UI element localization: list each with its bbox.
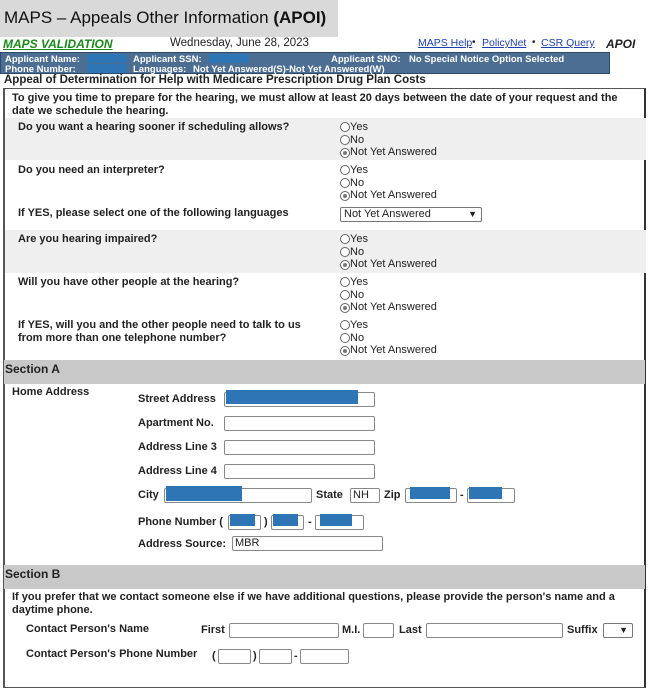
radio-not-yet-answered[interactable]: Not Yet Answered bbox=[340, 301, 437, 314]
state-label: State bbox=[316, 489, 343, 501]
language-select[interactable]: Not Yet Answered ▼ bbox=[340, 207, 482, 222]
radio-not-yet-answered[interactable]: Not Yet Answered bbox=[340, 344, 437, 357]
paren-close: ) bbox=[253, 650, 257, 662]
question-interpreter: Do you need an interpreter? bbox=[18, 164, 165, 176]
phone-number-label: Phone Number: bbox=[5, 64, 76, 75]
applicant-sno-value: No Special Notice Option Selected bbox=[409, 54, 565, 65]
applicant-name-label: Applicant Name: bbox=[5, 54, 80, 65]
contact-prefix-input[interactable] bbox=[259, 649, 292, 664]
phone-prefix-input[interactable] bbox=[271, 515, 304, 530]
screen-code: APOI bbox=[606, 37, 636, 51]
radio-not-yet-answered[interactable]: Not Yet Answered bbox=[340, 146, 437, 159]
area-code-input[interactable] bbox=[228, 515, 261, 530]
zip-dash: - bbox=[460, 489, 464, 501]
radio-no[interactable]: No bbox=[340, 246, 437, 259]
last-label: Last bbox=[399, 624, 422, 636]
suffix-label: Suffix bbox=[567, 624, 598, 636]
street-address-input[interactable] bbox=[224, 392, 375, 407]
apartment-label: Apartment No. bbox=[138, 417, 214, 429]
question-multiple-phones: If YES, will you and the other people need to talk to us from more than one telephone number? bbox=[18, 319, 301, 344]
header-bar bbox=[0, 37, 648, 52]
languages-label: Languages: bbox=[133, 64, 187, 75]
radio-yes[interactable]: Yes bbox=[340, 233, 437, 246]
radio-no[interactable]: No bbox=[340, 134, 437, 147]
paren-close: ) bbox=[264, 516, 268, 528]
radio-group-hearing-sooner bbox=[340, 121, 437, 159]
radio-group-multiple-phones bbox=[340, 319, 437, 357]
city-label: City bbox=[138, 489, 159, 501]
intro-text: To give you time to prepare for the hearing, we must allow at least 20 days between the date of your request and the date we schedule the hearing. bbox=[12, 92, 618, 117]
question-language: If YES, please select one of the following languages bbox=[18, 207, 289, 219]
contact-name-label: Contact Person's Name bbox=[26, 623, 150, 635]
radio-yes[interactable]: Yes bbox=[340, 164, 437, 177]
maps-help-link[interactable]: MAPS Help bbox=[418, 37, 473, 49]
radio-no[interactable]: No bbox=[340, 289, 437, 302]
separator-dot: • bbox=[472, 37, 476, 48]
address-line-3-label: Address Line 3 bbox=[138, 441, 217, 453]
question-hearing-sooner: Do you want a hearing sooner if scheduling allows? bbox=[18, 121, 290, 133]
question-hearing-impaired: Are you hearing impaired? bbox=[18, 233, 158, 245]
address-line-4-input[interactable] bbox=[224, 464, 375, 479]
zip-input[interactable] bbox=[405, 488, 457, 503]
address-source-input[interactable]: MBR bbox=[232, 536, 383, 551]
mi-label: M.I. bbox=[342, 624, 361, 636]
radio-not-yet-answered[interactable]: Not Yet Answered bbox=[340, 258, 437, 271]
form-title: Appeal of Determination for Help with Medicare Prescription Drug Plan Costs bbox=[4, 74, 426, 86]
radio-not-yet-answered[interactable]: Not Yet Answered bbox=[340, 189, 437, 202]
state-input[interactable]: NH bbox=[350, 488, 380, 503]
radio-yes[interactable]: Yes bbox=[340, 319, 437, 332]
home-address-label: Home Address bbox=[12, 386, 90, 398]
applicant-ssn-label: Applicant SSN: bbox=[133, 54, 202, 65]
contact-phone-label: Contact Person's Phone Number bbox=[26, 648, 198, 660]
redacted-phone bbox=[87, 64, 127, 73]
phone-dash: - bbox=[308, 516, 312, 528]
address-line-4-label: Address Line 4 bbox=[138, 465, 217, 477]
contact-line-input[interactable] bbox=[300, 649, 349, 664]
page-title bbox=[0, 0, 338, 37]
phone-line-input[interactable] bbox=[315, 515, 364, 530]
mi-input[interactable] bbox=[363, 623, 394, 638]
phone-number-label: Phone Number ( bbox=[138, 516, 223, 528]
zip-label: Zip bbox=[384, 489, 401, 501]
contact-area-code-input[interactable] bbox=[218, 649, 251, 664]
contact-dash: - bbox=[294, 650, 298, 662]
first-name-input[interactable] bbox=[229, 623, 339, 638]
chevron-down-icon: ▼ bbox=[468, 209, 477, 219]
languages-value: Not Yet Answered(S)-Not Yet Answered(W) bbox=[193, 64, 385, 75]
header-date: Wednesday, June 28, 2023 bbox=[170, 37, 309, 49]
applicant-bar bbox=[0, 52, 610, 74]
address-line-3-input[interactable] bbox=[224, 440, 375, 455]
applicant-sno-label: Applicant SNO: bbox=[331, 54, 401, 65]
chevron-down-icon: ▼ bbox=[619, 625, 628, 635]
suffix-select[interactable] bbox=[603, 623, 633, 638]
radio-group-hearing-impaired bbox=[340, 233, 437, 271]
section-a-heading: Section A bbox=[4, 360, 645, 384]
separator-dot: • bbox=[532, 37, 536, 48]
city-input[interactable] bbox=[164, 488, 312, 503]
title-text: MAPS – Appeals Other Information bbox=[4, 8, 274, 27]
redacted-ssn bbox=[209, 54, 249, 63]
section-b-heading: Section B bbox=[4, 565, 645, 589]
radio-no[interactable]: No bbox=[340, 332, 437, 345]
address-source-label: Address Source: bbox=[138, 538, 227, 550]
zip4-input[interactable] bbox=[467, 488, 515, 503]
csr-query-link[interactable]: CSR Query bbox=[541, 37, 595, 49]
redacted-name bbox=[87, 54, 127, 63]
radio-group-interpreter bbox=[340, 164, 437, 202]
apartment-input[interactable] bbox=[224, 416, 375, 431]
title-code: (APOI) bbox=[273, 8, 327, 27]
last-name-input[interactable] bbox=[426, 623, 563, 638]
street-address-label: Street Address bbox=[138, 393, 216, 405]
section-b-intro: If you prefer that we contact someone else if we have additional questions, please provide the person's name and a daytime phone. bbox=[12, 591, 615, 616]
radio-group-other-people bbox=[340, 276, 437, 314]
radio-yes[interactable]: Yes bbox=[340, 121, 437, 134]
first-label: First bbox=[201, 624, 225, 636]
paren-open: ( bbox=[212, 650, 216, 662]
app-name: MAPS VALIDATION bbox=[3, 37, 113, 51]
radio-yes[interactable]: Yes bbox=[340, 276, 437, 289]
policynet-link[interactable]: PolicyNet bbox=[482, 37, 527, 49]
question-other-people: Will you have other people at the hearing? bbox=[18, 276, 240, 288]
radio-no[interactable]: No bbox=[340, 177, 437, 190]
